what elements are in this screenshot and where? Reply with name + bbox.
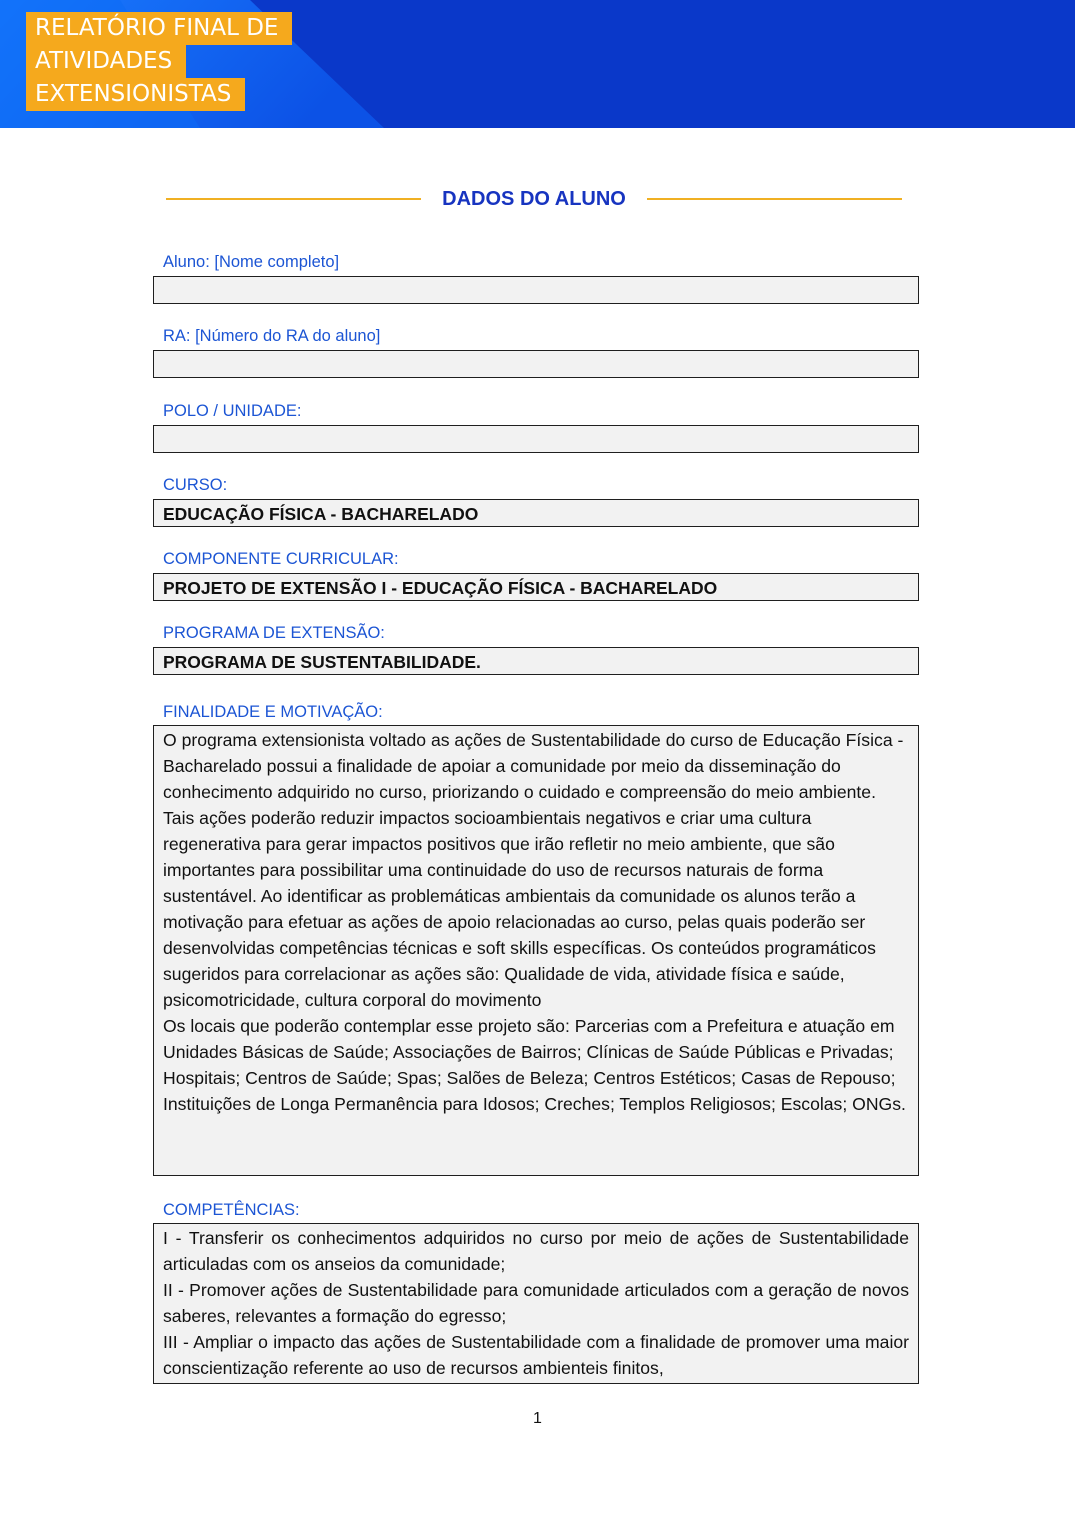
ra-field[interactable] [153,350,919,378]
title-line-1: RELATÓRIO FINAL DE [26,12,292,45]
aluno-value [154,277,918,279]
title-line-3: EXTENSIONISTAS [26,78,245,111]
competencias-box [153,1223,919,1384]
programa-value: PROGRAMA DE SUSTENTABILIDADE. [163,652,481,672]
heading-rule-right [647,198,902,200]
finalidade-text [154,726,918,1117]
ra-value [154,351,918,353]
competencia-item: II - Promover ações de Sustentabilidade para comunidade articulados com a geração de novos saberes, relevantes a formação do egresso; [163,1280,909,1326]
polo-value [154,426,918,428]
finalidade-paragraph: Os locais que poderão contemplar esse projeto são: Parcerias com a Prefeitura e atuação em Unidades Básicas de Saúde; Associações de Bairros; Clínicas de Saúde Públicas e Privadas; Hospitais; Centros de Saúde; Spas; Salões de Beleza; Centros Estéticos; Casas de Repouso; Instituições de Longa Permanência para Idosos; Creches; Templos Religiosos; Escolas; ONGs. [163,1016,906,1114]
programa-label: PROGRAMA DE EXTENSÃO: [163,624,385,642]
polo-label: POLO / UNIDADE: [163,402,302,420]
componente-field [153,573,919,601]
finalidade-paragraph: O programa extensionista voltado as ações de Sustentabilidade do curso de Educação Física - Bacharelado possui a finalidade de apoiar a comunidade por meio da disseminação do conhecimento adquirido no curso, priorizando o cuidado e compreensão do meio ambiente. Tais ações poderão reduzir impactos socioambientais negativos e criar uma cultura regenerativa para gerar impactos positivos que irão refletir no meio ambiente, que são importantes para possibilitar uma continuidade do uso de recursos naturais de forma sustentável. Ao identificar as problemáticas ambientais da comunidade os alunos terão a motivação para efetuar as ações de apoio relacionadas ao curso, pelas quais poderão ser desenvolvidas competências técnicas e soft skills específicas. Os conteúdos programáticos sugeridos para correlacionar as ações são: Qualidade de vida, atividade física e saúde, psicomotricidade, cultura corporal do movimento [163,730,904,1010]
componente-label: COMPONENTE CURRICULAR: [163,550,399,568]
ra-label: RA: [Número do RA do aluno] [163,327,381,345]
section-title: DADOS DO ALUNO [442,187,626,210]
aluno-field[interactable] [153,276,919,304]
header-banner [0,0,1075,128]
programa-field [153,647,919,675]
finalidade-box [153,725,919,1176]
curso-value: EDUCAÇÃO FÍSICA - BACHARELADO [163,504,479,524]
competencia-item: III - Ampliar o impacto das ações de Sustentabilidade com a finalidade de promover uma maior conscientização referente ao uso de recursos ambienteis finitos, [163,1332,909,1378]
curso-label: CURSO: [163,476,228,494]
competencias-text [154,1224,918,1381]
competencias-label: COMPETÊNCIAS: [163,1201,300,1219]
heading-rule-left [166,198,421,200]
componente-value: PROJETO DE EXTENSÃO I - EDUCAÇÃO FÍSICA - BACHARELADO [163,578,718,598]
competencia-item: I - Transferir os conhecimentos adquiridos no curso por meio de ações de Sustentabilidade articuladas com os anseios da comunidade; [163,1228,909,1274]
title-line-2: ATIVIDADES [26,45,186,78]
page-number: 1 [533,1410,542,1427]
report-title [26,12,292,111]
curso-field [153,499,919,527]
aluno-label: Aluno: [Nome completo] [163,253,340,271]
section-heading [166,183,902,215]
finalidade-label: FINALIDADE E MOTIVAÇÃO: [163,703,383,721]
polo-field[interactable] [153,425,919,453]
